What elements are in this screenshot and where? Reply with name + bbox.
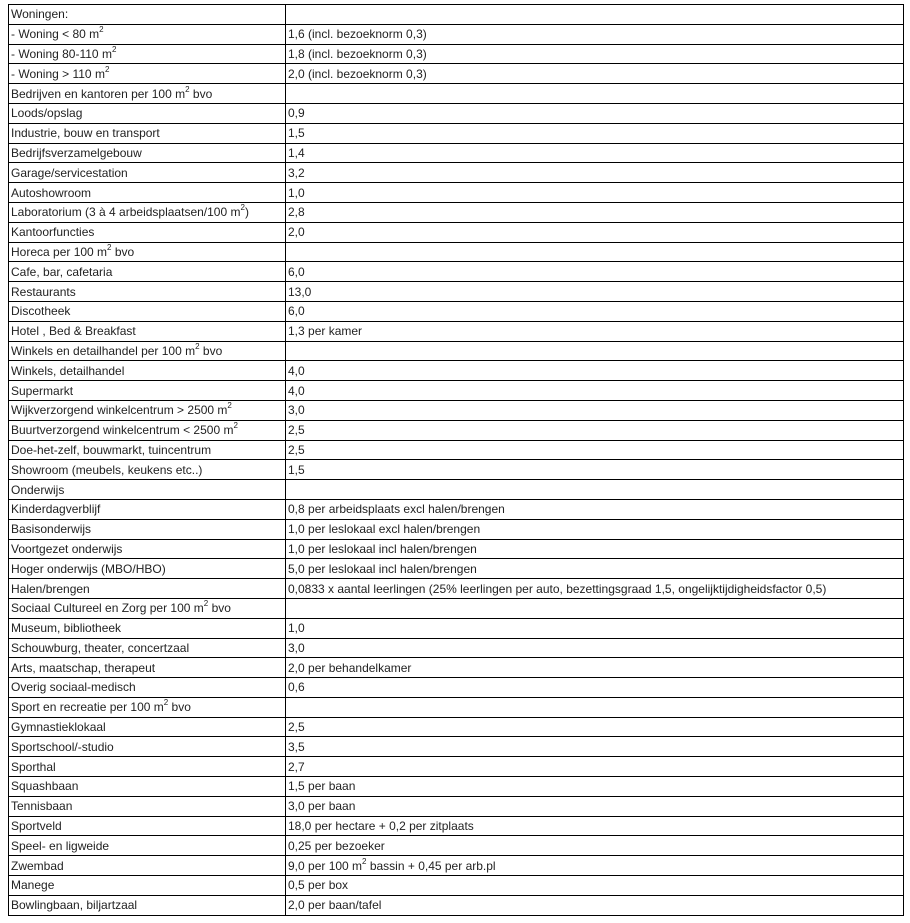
norm-value-cell	[286, 5, 904, 25]
norm-value-cell	[286, 697, 904, 717]
table-row	[9, 341, 904, 361]
norm-value-cell: 0,8 per arbeidsplaats excl halen/brengen	[286, 499, 904, 519]
norm-value-cell: 2,0 per behandelkamer	[286, 658, 904, 678]
norm-value-cell: 5,0 per leslokaal incl halen/brengen	[286, 559, 904, 579]
table-row	[9, 598, 904, 618]
category-cell: Laboratorium (3 à 4 arbeidsplaatsen/100 $m^2$)	[9, 202, 286, 222]
category-cell: Hoger onderwijs (MBO/HBO)	[9, 559, 286, 579]
table-row	[9, 400, 904, 420]
category-cell: Voortgezet onderwijs	[9, 539, 286, 559]
category-cell: Museum, bibliotheek	[9, 618, 286, 638]
norm-value-cell: 2,0	[286, 222, 904, 242]
table-row	[9, 301, 904, 321]
norm-value-cell: 2,7	[286, 757, 904, 777]
norm-value-cell: 1,5	[286, 123, 904, 143]
category-cell: Garage/servicestation	[9, 163, 286, 183]
table-row	[9, 44, 904, 64]
category-cell: Bowlingbaan, biljartzaal	[9, 895, 286, 915]
category-cell: Woningen:	[9, 5, 286, 25]
table-row	[9, 163, 904, 183]
norm-value-cell: 3,0	[286, 638, 904, 658]
category-cell: Gymnastieklokaal	[9, 717, 286, 737]
norm-value-cell	[286, 84, 904, 104]
norm-value-cell: 1,6 (incl. bezoeknorm 0,3)	[286, 24, 904, 44]
category-cell: Supermarkt	[9, 381, 286, 401]
category-cell: Manege	[9, 876, 286, 896]
category-cell: Doe-het-zelf, bouwmarkt, tuincentrum	[9, 440, 286, 460]
category-cell: Autoshowroom	[9, 183, 286, 203]
category-cell: Loods/opslag	[9, 103, 286, 123]
norm-value-cell: 3,5	[286, 737, 904, 757]
category-cell: Sportschool/-studio	[9, 737, 286, 757]
norm-value-cell	[286, 242, 904, 262]
norm-value-cell: 3,2	[286, 163, 904, 183]
table-row	[9, 282, 904, 302]
norm-value-cell: 6,0	[286, 301, 904, 321]
norm-value-cell: 13,0	[286, 282, 904, 302]
table-row	[9, 559, 904, 579]
table-row	[9, 876, 904, 896]
norm-value-cell: 1,8 (incl. bezoeknorm 0,3)	[286, 44, 904, 64]
table-row	[9, 796, 904, 816]
norm-value-cell: 0,5 per box	[286, 876, 904, 896]
table-row	[9, 717, 904, 737]
norm-value-cell: 1,5	[286, 460, 904, 480]
table-row	[9, 440, 904, 460]
category-cell: Winkels, detailhandel	[9, 361, 286, 381]
category-cell: Winkels en detailhandel per 100 $m^2$ bvo	[9, 341, 286, 361]
category-cell: Schouwburg, theater, concertzaal	[9, 638, 286, 658]
category-cell: Showroom (meubels, keukens etc..)	[9, 460, 286, 480]
norm-value-cell: 3,0 per baan	[286, 796, 904, 816]
norm-value-cell: 1,0 per leslokaal incl halen/brengen	[286, 539, 904, 559]
table-row	[9, 262, 904, 282]
category-cell: Squashbaan	[9, 777, 286, 797]
table-row	[9, 321, 904, 341]
table-row	[9, 678, 904, 698]
table-row	[9, 202, 904, 222]
category-cell: Sporthal	[9, 757, 286, 777]
category-cell: - Woning < 80 $m^2$	[9, 24, 286, 44]
category-cell: Buurtverzorgend winkelcentrum < 2500 $m^2$	[9, 420, 286, 440]
norm-value-cell: 2,5	[286, 440, 904, 460]
norm-value-cell: 1,4	[286, 143, 904, 163]
category-cell: Bedrijven en kantoren per 100 $m^2$ bvo	[9, 84, 286, 104]
table-row	[9, 64, 904, 84]
category-cell: Sport en recreatie per 100 $m^2$ bvo	[9, 697, 286, 717]
norm-value-cell: 0,9	[286, 103, 904, 123]
table-row	[9, 84, 904, 104]
table-row	[9, 816, 904, 836]
category-cell: Zwembad	[9, 856, 286, 876]
norm-value-cell	[286, 480, 904, 500]
table-row	[9, 242, 904, 262]
category-cell: Sportveld	[9, 816, 286, 836]
norm-value-cell: 9,0 per 100 $m^2$ bassin + 0,45 per arb.pl	[286, 856, 904, 876]
category-cell: Hotel , Bed & Breakfast	[9, 321, 286, 341]
category-cell: Industrie, bouw en transport	[9, 123, 286, 143]
table-row	[9, 777, 904, 797]
norm-value-cell: 1,3 per kamer	[286, 321, 904, 341]
category-cell: Kinderdagverblijf	[9, 499, 286, 519]
norm-value-cell: 2,0 (incl. bezoeknorm 0,3)	[286, 64, 904, 84]
category-cell: Kantoorfuncties	[9, 222, 286, 242]
table-row	[9, 658, 904, 678]
parking-norms-table-body	[9, 5, 904, 916]
norm-value-cell: 0,6	[286, 678, 904, 698]
table-row	[9, 183, 904, 203]
norm-value-cell: 2,0 per baan/tafel	[286, 895, 904, 915]
table-row	[9, 539, 904, 559]
table-row	[9, 519, 904, 539]
table-row	[9, 480, 904, 500]
category-cell: Arts, maatschap, therapeut	[9, 658, 286, 678]
table-row	[9, 856, 904, 876]
category-cell: Onderwijs	[9, 480, 286, 500]
table-row	[9, 638, 904, 658]
category-cell: Bedrijfsverzamelgebouw	[9, 143, 286, 163]
category-cell: Overig sociaal-medisch	[9, 678, 286, 698]
norm-value-cell: 0,0833 x aantal leerlingen (25% leerlingen per auto, bezettingsgraad 1,5, ongelijktijdigheidsfactor 0,5)	[286, 579, 904, 599]
category-cell: Sociaal Cultureel en Zorg per 100 $m^2$ bvo	[9, 598, 286, 618]
table-row	[9, 460, 904, 480]
table-row	[9, 103, 904, 123]
norm-value-cell: 6,0	[286, 262, 904, 282]
norm-value-cell: 4,0	[286, 381, 904, 401]
category-cell: Speel- en ligweide	[9, 836, 286, 856]
table-row	[9, 697, 904, 717]
category-cell: Discotheek	[9, 301, 286, 321]
table-row	[9, 222, 904, 242]
parking-norms-table	[8, 4, 904, 916]
norm-value-cell: 0,25 per bezoeker	[286, 836, 904, 856]
category-cell: Basisonderwijs	[9, 519, 286, 539]
table-row	[9, 143, 904, 163]
category-cell: Horeca per 100 $m^2$ bvo	[9, 242, 286, 262]
table-row	[9, 836, 904, 856]
norm-value-cell: 1,0	[286, 618, 904, 638]
category-cell: - Woning 80-110 $m^2$	[9, 44, 286, 64]
norm-value-cell: 2,5	[286, 717, 904, 737]
table-row	[9, 361, 904, 381]
category-cell: Tennisbaan	[9, 796, 286, 816]
norm-value-cell: 1,0 per leslokaal excl halen/brengen	[286, 519, 904, 539]
category-cell: Wijkverzorgend winkelcentrum > 2500 $m^2$	[9, 400, 286, 420]
category-cell: Halen/brengen	[9, 579, 286, 599]
table-row	[9, 5, 904, 25]
table-row	[9, 618, 904, 638]
category-cell: Restaurants	[9, 282, 286, 302]
table-row	[9, 381, 904, 401]
norm-value-cell	[286, 341, 904, 361]
table-row	[9, 123, 904, 143]
norm-value-cell: 2,8	[286, 202, 904, 222]
norm-value-cell: 4,0	[286, 361, 904, 381]
category-cell: - Woning > 110 $m^2$	[9, 64, 286, 84]
norm-value-cell	[286, 598, 904, 618]
table-row	[9, 24, 904, 44]
table-row	[9, 579, 904, 599]
norm-value-cell: 18,0 per hectare + 0,2 per zitplaats	[286, 816, 904, 836]
table-row	[9, 895, 904, 915]
norm-value-cell: 2,5	[286, 420, 904, 440]
norm-value-cell: 1,0	[286, 183, 904, 203]
table-row	[9, 420, 904, 440]
table-row	[9, 499, 904, 519]
category-cell: Cafe, bar, cafetaria	[9, 262, 286, 282]
norm-value-cell: 1,5 per baan	[286, 777, 904, 797]
norm-value-cell: 3,0	[286, 400, 904, 420]
table-row	[9, 737, 904, 757]
table-row	[9, 757, 904, 777]
